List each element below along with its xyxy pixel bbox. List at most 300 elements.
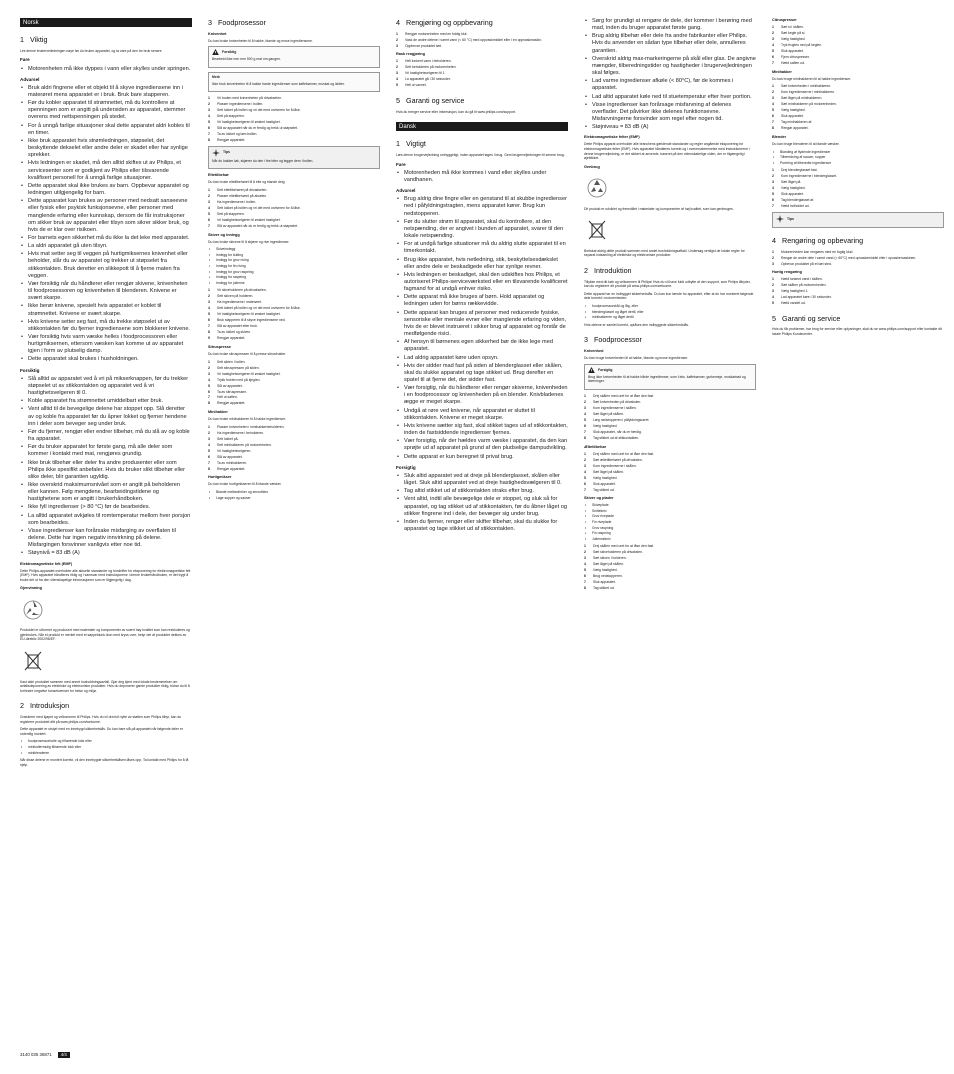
step-item: 1 Rengjør motorenheten med en fuktig klut. [396,31,468,36]
eltetilbehor-intro: Du kan bruke eltetilbehøret til å elte og blande deig. [208,180,286,185]
step-item: 8 Rengjør apparatet. [208,401,246,406]
list-item: • Dette apparat må ikke bruges af børn. Hold apparatet og ledningen uden for børns rækkevidde. [396,294,568,308]
caution-label: Forsigtig [598,367,613,372]
step-item: 3 Opbevar produktet på et tørt sted. [772,261,832,266]
list-item: • Før du slutter strøm til apparatet, skal du kontrollere, at den netspænding, der er angivet i bunden af apparatet, svarer til den lokale netspænding. [396,219,568,240]
step-item: 5 Slå av apparatet. [208,383,243,388]
list-item: • Juliennekniv [584,537,756,542]
list-item: • Innlegg for kutting [208,253,380,258]
list-item: • Brug aldrig tilbehør eller dele fra andre fabrikanter eller Philips. Hvis du anvender en sådan type tilbehør eller dele, annulleres garantien. [584,33,756,54]
step-item: 7 Hæld indholdet ud. [772,204,810,209]
list-item: • Før du fjerner, rengjør eller endrer tilbehør, må du slå av og koble fra apparatet. [20,429,192,443]
step-item: 1 Sett sikten i bollen. [208,359,246,364]
list-item: • Koble apparatet fra strømnettet umiddelbart etter bruk. [20,398,192,405]
note-box [208,72,380,92]
list-item: • Sørg for grundigt at rengøre de dele, der kommer i berøring med mad, inden du bruger apparatet første gang. [584,18,756,32]
hurtig-intro: Du kan bruke hurtigmikseren til å blande væsker. [208,482,282,487]
step-item: 1 Drej skålen med uret for at låse den fast. [584,394,655,399]
step-item: 1 Motorenheden kan rengøres med en fugtig klud. [772,249,854,254]
step-item: 6 Vri hastighetsvelgeren til ønsket hastighet. [208,217,281,222]
step-item: 8 Tag stikket ud. [584,586,615,591]
list-item: • minihakkeren og låget dertil. [584,315,756,320]
step-item: 1 Plasser knivenheten i minihakkerbeholderen. [208,424,285,429]
list-item: • Støjniveau = 83 dB (A) [584,124,756,131]
column-3 [396,18,568,536]
step-item: 6 Slå av apparatet når du er ferdig og trekk ut støpselet. [208,126,299,131]
step-item: 5 Vælg hastighed. [584,568,618,573]
intro-text-3-da: Hvis delene er samlet korrekt, oplåses den indbyggede sikkerhedslås. [584,322,689,327]
step-item: 2 Rengør de andre dele i varmt vand (< 60°C) med opvaskemiddel eller i opvaskemaskinen. [772,255,917,260]
knivenhed-steps [584,394,756,440]
page-number: 4/4 [58,1052,70,1058]
step-item: 6 Bruk stapperen til å skyve ingrediensene ned. [208,318,286,323]
skiver-steps [208,288,380,340]
step-item: 3 Vri hastighetsvelgeren til 1. [396,71,446,76]
list-item: • Vær forsiktig når du håndterer eller rengjør skivene, knivenheten til foodprosessoren og knivenheten til blenderen. Knivene er svært skarpe. [20,281,192,302]
blender-list [772,150,944,166]
step-item: 2 Sett skiven på holderen. [208,294,254,299]
list-item: • Snittekniv [584,509,756,514]
hurtig-title: Hurtigmikser [208,475,232,480]
tip-text: Når du hakker løk, skjærer du den i fire biter og legger dem i bollen. [212,158,314,163]
list-item: • Hvis ledningen er skadet, må den alltid skiftes ut av Philips, et servicesenter som er godkjent av Philips eller tilsvarende kvalifisert personell for å unngå farlige situasjoner. [20,160,192,181]
section-title-foodprocessor: 3 Foodprocessor [584,335,642,345]
garanti-text-no: Hvis du trenger service eller informasjon, kan du gå til www.philips.com/support. [396,109,516,114]
section-title-garanti-da: 5 Garanti og service [772,313,841,323]
aelte-steps [584,452,756,493]
sitrus-title: Sitruspresse [208,344,232,349]
forsiktig-list [20,376,192,558]
column-2 [208,18,380,503]
intro-text-1: Gratulerer med kjøpet og velkommen til Philips. Hvis du vil dra full nytte av støtten som Philips tilbyr, kan du registrere produktet ditt på www.philips.com/welcome. [20,715,182,724]
step-item: 5 Vælg hastighed. [584,475,618,480]
column-5 [772,18,944,340]
mini-intro: Du kan bruke minihakkeren til å hakke ingredienser. [208,417,286,422]
list-item: • Visse ingredienser kan forårsake misfarging av overflaten til delene. Dette har ingen negativ innvirkning på delene. Misfargingen forsvinner vanligvis etter noe tid. [20,528,192,549]
doc-code: 3140 035 36871 [20,1052,52,1058]
step-item: 8 Rengjør apparatet. [208,138,246,143]
warning-icon [588,367,595,373]
step-item: 1 Vri boden med knivenheten på drivakselen. [208,96,282,101]
intro-text-2: Dette apparatet er utstyrt med en innebygd sikkerhetslås. Du kan bare slå på apparatet når følgende deler er ordentlig montert: [20,727,184,736]
step-item: 1 Hæld lunkent vand i skålen. [772,277,823,282]
skiver-list-da [584,503,756,541]
list-item: • Hvis knivene setter seg fast, må du trekke støpselet ut av stikkontakten før du fjerner ingrediensene som blokkerer knivene. [20,319,192,333]
list-item: • Innlegg for grov riving [208,258,380,263]
list-item: • Innlegg for grov raspeing [208,270,380,275]
skiver-steps-da [584,544,756,590]
step-item: 1 Sett eltetilbehøret på drivakselen. [208,188,268,193]
fare-title: Fare [20,57,30,63]
list-item: • Inden du fjerner, rengør eller skifter tilbehør, skal du slukke for apparatet og tage stikket ud af stikkontakten. [396,519,568,533]
note-label: Merk [212,75,220,80]
viktig-intro: Les denne brukerveiledningen nøye før du bruker apparatet, og ta vare på den for bruk senere. [20,48,163,53]
list-item: • Fin riveplade [584,520,756,525]
caution-text: Brug ikke knivenheden til at hakke hårde ingredienser, som f.eks. kaffebønner, gurkemeje, muskatnød og isterninger. [588,374,746,384]
list-item: • Lad varme ingredienser afkøle (< 80°C), før de kommes i apparatet. [584,78,756,92]
mini-title-da: Minihakker [772,69,792,74]
step-item: 5 Hell ut vannet. [396,83,427,88]
list-item: • Blande melkedrinker og smoothies [208,490,380,495]
step-item: 8 Ta av lokket og skiven. [208,330,252,335]
step-item: 6 Brug nedstopperen. [584,574,623,579]
step-item: 7 Hell ut saften. [208,395,238,400]
list-item: • Bruk aldri fingrene eller et objekt til å skyve ingrediensene inn i materøret mens apparatet er i bruk. Bruk bare stapperen. [20,85,192,99]
blender-intro: Du kan bruge blenderen til at blande væsker. [772,141,840,146]
list-item: • Sluk altid apparatet ved at dreje på blenderglasset, skålen eller låget. Sluk altid apparatet ved at dreje hastighedsvælgeren til 0. [396,473,568,487]
step-item: 4 Sæt minihakkeren på motorenheden. [772,102,837,107]
section-title-introduktion: 2 Introduktion [584,265,632,275]
step-item: 1 Drej blenderglasset fast. [772,168,818,173]
tip-star-icon [212,149,220,157]
step-item: 1 Drej skålen med uret for at låse den fast. [584,544,655,549]
forsiktig-title: Forsiktig [20,367,40,373]
forsigtig-list [396,473,568,533]
step-item: 6 Vælg hastighed. [584,423,618,428]
step-item: 2 Sæt kegle på si. [772,31,806,36]
list-item: • Af hensyn til børnenes egen sikkerhed bør de ikke lege med apparatet. [396,339,568,353]
skiver-title: Skiver og innlegg [208,232,240,237]
list-item: • Lage supper og sauser [208,496,380,501]
step-item: 1 Sæt knivenheden i minihakkeren. [772,84,832,89]
step-item: 6 Sluk apparatet. [772,114,804,119]
recycle-icon [584,175,610,201]
fare-title-da: Fare [396,161,406,167]
list-item: • Før du bruker apparatet for første gang, må alle deler som kommer i kontakt med mat, rengjøres grundig. [20,444,192,458]
section-title-introduksjon: 2 Introduksjon [20,701,70,711]
list-item: • Ikke fyll ingredienser (> 80 °C) før de bearbeides. [20,504,192,511]
list-item: • Dette apparatet skal ikke brukes av barn. Oppbevar apparatet og ledningen utilgjengelig for barn. [20,183,192,197]
step-item: 4 Trykk frukten ned på kjeglen. [208,377,261,382]
step-item: 8 Rengjør apparatet. [208,466,246,471]
step-item: 3 Vælg hastighed 1. [772,289,809,294]
list-item: • minikuttermulig tilhørende lokk eller [20,745,192,750]
step-item: 4 La apparatet gå i 30 sekunder. [396,77,451,82]
step-item: 2 Sett sitruspressen på sikten. [208,365,260,370]
step-item: 1 Vri skiveholderen på drivakselen. [208,288,267,293]
list-item: • Ikke bruk tilbehør eller deler fra andre produsenter eller som Philips ikke spesifikt anbefaler. Hvis du bruker slikt tilbehør eller slike deler, blir garantien ugyldig. [20,460,192,481]
list-item: • Fin raspning [584,531,756,536]
step-item: 7 Slå av apparatet etter bruk. [208,324,258,329]
step-item: 4 Lad apparatet køre i 30 sekunder. [772,295,832,300]
step-item: 7 Tag stikket ud. [584,487,615,492]
list-item: • Innlegg for fin riving [208,264,380,269]
sitrus-intro: Du kan bruke sitruspressen til å presse sitrusfrukter. [208,351,287,356]
step-item: 2 Sæt skålen på motorenheden. [772,283,827,288]
list-item: • Ikke berør knivene, spesielt hvis apparatet er koblet til strømnettet. Knivene er svært skarpe. [20,303,192,317]
genbrug-text-1: Dit produkt er udviklet og fremstillet i materialer og komponenter af høj kvalitet, som kan genbruges. [584,206,734,211]
step-item: 8 Tag stikket ud af stikkontakten. [584,435,640,440]
list-item: • Grov riveplade [584,514,756,519]
list-item: • Undgå at røre ved knivene, når apparatet er sluttet til stikkontakten. Knivene er meget skarpe. [396,408,568,422]
genbrug-title: Genbrug [584,164,600,169]
language-bar-dansk: Dansk [396,122,568,131]
list-item: • Dette apparat er kun beregnet til privat brug. [396,454,568,461]
step-item: 5 Vri hastighetsvelgeren til ønsket hastighet. [208,120,281,125]
step-item: 2 Vask de andre delene i varmt vann (< 60 °C) med oppvaskmiddel eller i en oppvaskmaskin. [396,37,542,42]
aelte-title: Æltetilbehør [584,444,607,449]
list-item: • Skiveplade [584,503,756,508]
section-title-rengoring: 4 Rengøring og opbevaring [772,235,864,245]
step-item: 3 Vælg hastighed. [772,37,806,42]
knivenhet-title: Knivenhet [208,31,227,36]
emf-title-da: Elektromagnetiske felter (EMF) [584,135,640,140]
column-4 [584,18,756,594]
list-item: • Tag altid stikket ud af stikkontakten straks efter brug. [396,488,568,495]
list-item: • Brug ikke apparatet, hvis netledning, stik, beskyttelsesdækslet eller andre dele er beskadigede eller har synlige revner. [396,257,568,271]
list-item: • Dette apparatet skal brukes i husholdningen. [20,356,192,363]
section-title-vigtigt: 1 Vigtigt [396,139,426,149]
step-item: 1 Drej skålen med uret for at låse den fast. [584,451,655,456]
step-item: 5 Vælg hastighed. [772,108,806,113]
list-item: • Lad altid apparatet køle ned til stuetemperatur efter hver portion. [584,94,756,101]
list-item: • Hvis knivene sætter sig fast, skal stikket tages ud af stikkontakten, inden de fastsiddende ingredienser fjernes. [396,423,568,437]
list-item: • Hvis der sidder mad fast på siden af blenderglasset eller skålen, skal du slukke apparatet og tage stikket ud. Brug derefter en spatel til at fjerne det, der sidder fast. [396,363,568,384]
skiver-title-da: Skiver og plader [584,496,614,501]
list-item: • La alltid apparatet avkjøles til romtemperatur mellom hver porsjon som bearbeides. [20,513,192,527]
list-item: • Motorenheden må ikke kommes i vand eller skylles under vandhanen. [396,170,568,184]
list-item: • Grov raspning [584,526,756,531]
list-item: • Puréring af tilberedte ingredienser [772,161,944,166]
list-item: • Lad aldrig apparatet køre uden opsyn. [396,355,568,362]
list-item: • Før du kobler apparatet til strømnettet, må du kontrollere at spenningen som er angitt på undersiden av apparatet, stemmer overens med nettspenningen på stedet. [20,100,192,121]
list-item: • Hvis ledningen er beskadiget, skal den udskiftes hos Philips, et autoriseret Philips-serviceværksted eller en tilsvarende kvalificeret fagmand for at undgå enhver risiko. [396,272,568,293]
list-item: • Brug aldrig dine fingre eller en genstand til at skubbe ingredienser ned i påfyldningstragten, mens apparatet kører. Brug kun nedstopperen. [396,196,568,217]
step-item: 2 Ha ingrediensene i beholderen. [208,430,265,435]
step-item: 3 Kom ingredienserne i skålen. [584,463,637,468]
skiver-intro: Du kan bruke skivene til å skjære og rive ingredienser. [208,239,290,244]
step-item: 1 Hell lunkent vann i beholderen. [396,59,452,64]
step-item: 5 Vri hastighetsvelgeren. [208,448,252,453]
emf-title: Elektromagnetiske felt (EMF) [20,561,73,566]
advarsel-list-da [396,196,568,460]
section-title-garanti-no: 5 Garanti og service [396,95,465,105]
list-item: • Vent altid, indtil alle bevægelige dele er stoppet, og sluk så for apparatet, og tag stikket ud af stikkontakten, før du åbner låget og stikker fingrene ind i dele, der bevæger sig under brug. [396,496,568,517]
step-item: 3 Sæt skiven i holderen. [584,556,627,561]
step-item: 3 Vri hastighetsvelgeren til ønsket hastighet. [208,371,281,376]
step-item: 4 Sett lokket på bollen og vri det med urviseren for å låse. [208,205,301,210]
warning-icon [212,49,219,55]
caution-text: Bearbeid ikke mer enn 500 g mat om gangen. [212,57,281,62]
step-item: 7 Sluk apparatet, når du er færdig. [584,429,642,434]
mini-steps [208,425,380,471]
step-item: 2 Sæt skiveholderen på drivakslen. [584,550,643,555]
hurtig-list [208,490,380,500]
step-item: 3 Ha ingrediensene i bollen. [208,199,257,204]
fare-list [20,66,192,73]
tip-label: Tips [223,150,230,155]
page-footer [20,1052,70,1058]
blender-steps [772,168,944,209]
intro-text-1-da: Tillykke med dit køb og velkommen til Philips! Hvis du vil have fuldt udbytte af den support, som Philips tilbyder, kan du registrere dit produkt på www.philips.com/welcome. [584,279,751,289]
step-item: 4 Sæt låget på skålen. [584,469,624,474]
step-item: 4 Vælg hastighed. [772,186,806,191]
list-item: • Vær forsiktig hvis varm væske helles i foodprocessoren eller hurtigmiksernen, ettersom væsken kan komme ut av apparatet igjen i form av plutselig damp. [20,334,192,355]
tip-star-icon [776,215,784,223]
list-item: • Overskrid aldrig max-markeringerne på skål eller glas. De angivne mængder, tilberedningstider og hastigheder i brugervejledningen skal følges. [584,56,756,77]
emf-text-da: Dette Philips apparat overholder alle branchens gældende standarder og regler angående eksponering for elektromagnetiske felter (EMF). Hvis apparatet håndteres korrekt og i overensstemmelse med instruktionerne i denne brugervejledning, er det sikkert at anvende, baseret på den videnskabelige viden, der er tilgængelig i øjeblikket. [584,142,750,161]
intro-list-da [584,304,756,320]
list-item: • Vær forsigtig, når der hældes varm væske i apparatet, da den kan sprøjte ud af apparatet på grund af den pludselige dampudvikling. [396,438,568,452]
section-title-foodprosessor: 3 Foodprosessor [208,18,266,27]
sitrus-steps [208,360,380,406]
step-item: 4 Sett minihakkeren på motorenheten. [208,442,272,447]
step-item: 5 Hæld vandet ud. [772,301,806,306]
eltetilbehor-steps [208,188,380,229]
note-text: Ikke bruk knivenheten til å hakke harde ingredienser som kaffebønner, muskat og isbiter. [212,81,345,86]
step-item: 5 Sluk apparatet. [772,192,804,197]
step-item: 3 Sett lokket på. [208,436,239,441]
fare-list-da [396,170,568,184]
blender-title: Blender [772,134,787,139]
list-item: • Ikke overskrid maksimumsnivået som er angitt på beholderen eller kannen. Følg mengdene, bearbeidingstidene og hastighetene som er angitt i brukerhåndboken. [20,482,192,503]
list-item: • For at undgå farlige situationer må du aldrig slutte apparatet til en timerkontakt. [396,241,568,255]
step-item: 3 Ha ingrediensene i materøret. [208,300,262,305]
list-item: • Ikke bruk apparatet hvis strømledningen, støpselet, det beskyttende dekselet eller andre deler er skadet eller har synlige sprekker. [20,138,192,159]
step-item: 4 Tryk frugten ned på keglen. [772,43,823,48]
step-item: 6 Ta av sitruspressen. [208,389,248,394]
caution-box [208,46,380,68]
step-item: 4 Sæt låget på skålen. [584,562,624,567]
intro-list [20,739,192,755]
vigtigt-intro: Læs denne brugervejledning omhyggeligt, inden apparatet tages i brug. Gem brugervejledningen til senere brug. [396,152,565,157]
step-item: 3 Sæt låget på. [772,180,802,185]
list-item: • Dette apparat kan bruges af personer med reducerede fysiske, sensoriske eller mentale evner eller manglende erfaring og viden, hvis de er blevet instrueret i sikker brug af apparatet og forstår de medfølgende risici. [396,310,568,339]
column-1 [20,18,192,770]
caution-box-da [584,364,756,390]
list-item: • Innlegg for raspeing [208,275,380,280]
crossed-bin-icon [584,217,610,243]
list-item: • foodprocessorskål og låg, eller [584,304,756,309]
step-item: 5 Sluk apparatet. [772,49,804,54]
rengor-steps [772,250,944,267]
step-item: 8 Rengør apparatet. [772,126,809,131]
step-item: 6 Slå av apparatet. [208,454,243,459]
knivenhet-intro: Du kan bruke knivenheten til å hakke, blande og mose ingrediensene. [208,38,313,43]
list-item: • foodprosessorbolle og tilhørende lokk eller [20,739,192,744]
list-item: • Vent alltid til de bevegelige delene har stoppet opp. Slå deretter av og koble fra apparatet før du åpner lokket og fjerner hendene inn i deler som beveger seg under bruk. [20,406,192,427]
tip-box [208,146,380,170]
step-item: 2 Sett beholderen på motorenheten. [396,65,457,70]
step-item: 7 Ta av lokket og tøm bollen. [208,132,258,137]
advarsel-list [20,85,192,364]
step-item: 2 Sæt æltetilbehøret på drivakslen. [584,457,643,462]
step-item: 3 Sæt låget på minihakkeren. [772,96,823,101]
emf-text: Dette Philips-apparatet overholder alle aktuelle standarder og forskrifter for eksponering for elektromagnetiske felt (EMF). Hvis apparatet håndteres riktig og i samsvar med instruksjonene i denne brukerhåndboken, er det trygt å bruke det ut fra den vitenskapelige informasjonen som er tilgjengelig i dag. [20,568,191,582]
step-item: 4 Sett på stapperen. [208,114,245,119]
mini-title: Minihakker [208,410,228,415]
list-item: • blenderglasset og låget dertil, eller [584,310,756,315]
list-item: • Hvis mat setter seg til veggen på hurtigmiksernes knivenhet eller beholder, slår du av apparatet og trekker ut støpselet fra stikkontakten. Bruk deretter en slikkepott til å fjerne maten fra veggen. [20,251,192,280]
list-item: • Tilberedning af saucer, supper [772,155,944,160]
advarsel-title-da: Advarsel [396,188,416,194]
hurtig-title-da: Hurtig rengøring [772,270,802,275]
manual-page [20,18,942,1058]
intro-text-3: Når disse delene er montert korrekt, vil den innebygde sikkerhetslåsen låses opp. Ta kontakt med Philips for å få hjelp. [20,758,189,767]
list-item: • Blanding af flydende ingredienser [772,150,944,155]
gjenvinning-text-2: Kast aldri produktet sammen med annet husholdningsavfall. Gjør deg kjent med lokale bestemmelser om avfallsdeponering av elektriske og elektroniske produkter. Hvis du deponerer gamle produkter riktig, bidrar du til å forhindre negative konsekvenser for helse og miljø. [20,679,190,693]
step-item: 6 Fjern citruspresser. [772,55,810,60]
list-item: • miniblenderen [20,751,192,756]
step-item: 1 Sæt si i skålen. [772,25,804,30]
knivenhed-intro: Du kan bruge knivenheden til at hakke, blande og mose ingredienser. [584,356,689,361]
list-item: • For barnets egen sikkerhet må du ikke la det leke med apparatet. [20,235,192,242]
language-bar-norsk: Norsk [20,18,192,27]
list-item: • Slå alltid av apparatet ved å vri på mikserknappen, før du trekker støpselet ut av stikkontakten og apparatet ved å vri hastighetsvelgeren til 0. [20,376,192,397]
intro-text-2-da: Dette apparat har en indbygget sikkerhedslås. Du kan kun tænde for apparatet, efter at du har monteret følgende dele korrekt i motorenheden: [584,291,754,301]
skiver-list [208,247,380,285]
citrus-title: Citruspresser [772,18,797,22]
step-item: 2 Plasser ingrediensene i bollen. [208,102,264,107]
section-title-viktig: 1 Viktig [20,35,48,44]
rask-steps [396,59,568,88]
step-item: 6 Sluk apparatet. [584,481,616,486]
step-item: 5 Vri hastighetsvelgeren til ønsket hastighet. [208,312,281,317]
step-item: 2 Sæt knivenheden på drivakslen. [584,400,642,405]
step-item: 3 Kom ingredienserne i skålen. [584,406,637,410]
list-item: • Visse ingredienser kan forårsage misfarvning af delenes overflader. Det påvirker ikke delenes funktionsevne. Misfarvningerne forsvinder som regel efter nogen tid. [584,102,756,123]
list-item: • For å unngå farlige situasjoner skal dette apparatet aldri kobles til en timer. [20,123,192,137]
step-item: 7 Ta av minihakkeren. [208,460,248,465]
step-item: 7 Tag minihakkeren af. [772,120,813,125]
caution-label: Forsiktig [222,50,237,55]
step-item: 7 Sluk apparatet. [584,580,616,585]
eltetilbehor-title: Eltetilbehør [208,173,229,178]
tip-label: Tips [787,216,794,221]
citrus-steps [772,25,944,66]
list-item: • Motorenheten må ikke dyppes i vann eller skylles under springen. [20,66,192,73]
section-title-rengjoring: 4 Rengjøring og oppbevaring [396,18,493,27]
list-item: • La aldri apparatet gå uten tilsyn. [20,243,192,250]
crossed-bin-icon [20,648,46,674]
rengjor-steps [396,32,568,49]
step-item: 3 Sett lokket på bollen og vri det med urviseren for å låse. [208,108,301,113]
gjenvinning-title: Gjenvinning [20,586,42,591]
mini-intro-da: Du kan bruge minihakkeren til at hakke ingredienser. [772,76,851,81]
forsigtig-list-continued [584,18,756,131]
garanti-text-da: Hvis du får problemer, har brug for service eller oplysninger, skal du se www.philips.com/support eller kontakte dit lokale Philips Kundecenter. [772,327,942,337]
gjenvinning-text-1: Produktet er utformet og produsert med materialer og komponenter av svært høy kvalitet som kan resirkuleres og gjenbrukes. Når et produkt er merket med et søppeldunk-ikon med kryss over, betyr det at produktet dekkes av EU-direktiv 2002/96/EF. [20,628,190,642]
step-item: 5 Sett på stapperen. [208,211,245,216]
tip-box-da [772,212,944,228]
knivenhet-steps [208,96,380,142]
rask-title: Rask rengjøring [396,52,425,57]
list-item: • Vær forsigtig, når du håndterer eller rengør skiverne, knivenheden i en foodprocessor og knivenheden på en blender. Knivbladenes ægge er meget skarpe. [396,385,568,406]
mini-steps-da [772,84,944,130]
genbrug-text-2: Bortskaf aldrig dette produkt sammen med andet husholdningsaffald. Undersøg venligst de lokale regler for separat indsamling af elektriske og elektroniske produkter. [584,248,745,258]
step-item: 5 Læg nedstopperen i påfyldningsrøret. [584,417,650,422]
hurtig-steps-da [772,277,944,306]
step-item: 2 Plasser eltetilbehøret på akselen. [208,194,268,198]
step-item: 7 Slå av apparatet når du er ferdig og trekk ut støpselet. [208,223,299,228]
list-item: • Innlegg for julienne [208,281,380,286]
step-item: 6 Tag blenderglasset af. [772,198,815,203]
knivenhed-title: Knivenhed [584,349,604,354]
list-item: • Dette apparatet kan brukes av personer med nedsatt sanseevne eller fysisk eller psykisk funksjonsevne, eller personer med manglende erfaring eller kunnskap, dersom de får instruksjoner om sikker bruk av apparatet eller tilsyn som sikrer sikker bruk, og hvis de er klar over risikoen. [20,198,192,234]
step-item: 4 Sæt låget på skålen. [584,411,624,416]
step-item: 3 Oppbevar produktet tørt. [396,43,442,48]
step-item: 4 Sett lokket på bollen og vri det med urviseren for å låse. [208,306,301,311]
step-item: 7 Hæld saften ud. [772,61,805,66]
step-item: 2 Kom ingredienserne i minihakkeren. [772,90,836,95]
step-item: 2 Kom ingredienserne i blenderglasset. [772,174,837,179]
forsigtig-title: Forsigtig [396,464,416,470]
step-item: 9 Rengjør apparatet. [208,336,246,341]
list-item: • Skiveinnlegg [208,247,380,252]
recycle-icon [20,597,46,623]
advarsel-title: Advarsel [20,76,40,82]
list-item: • Støynivå = 83 dB (A) [20,550,192,557]
